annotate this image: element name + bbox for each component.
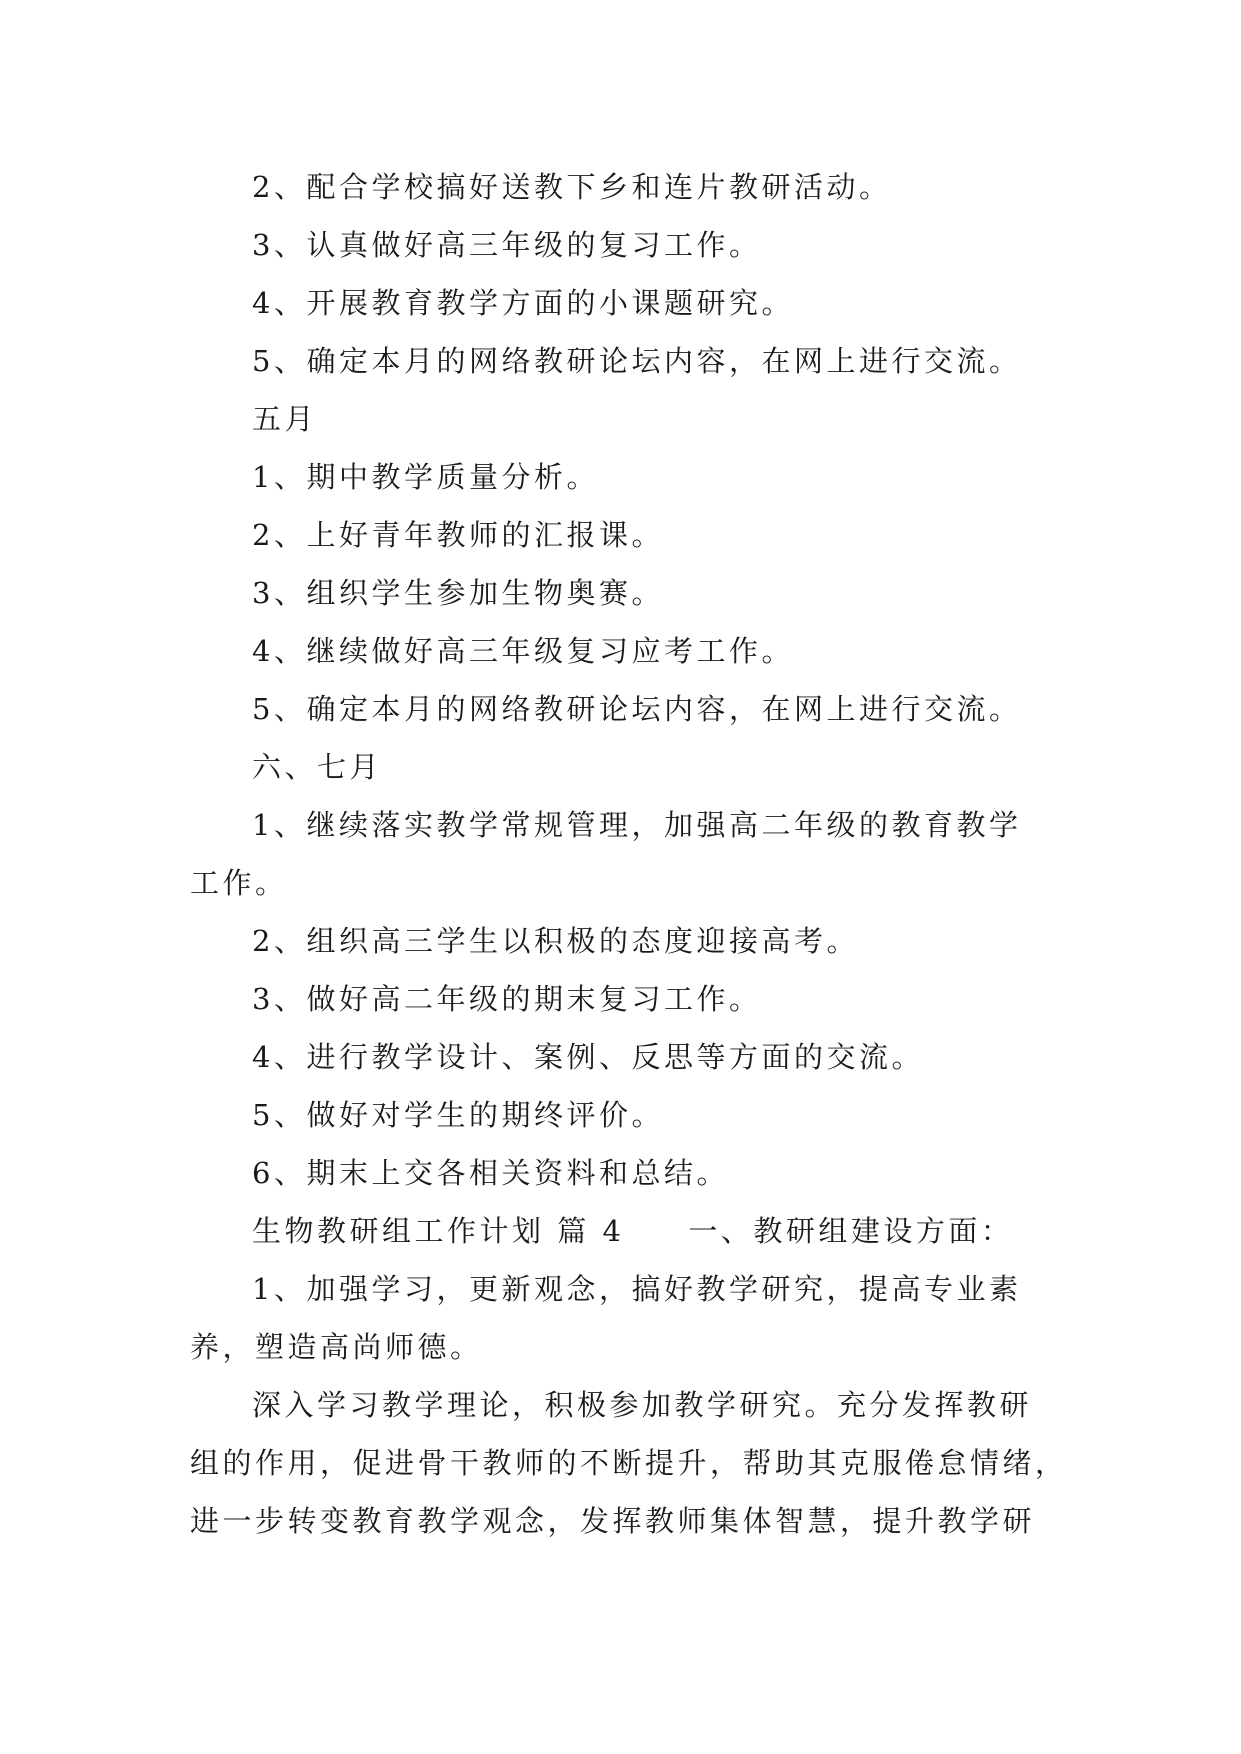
list-item: 1、加强学习，更新观念，搞好教学研究，提高专业素 (252, 1272, 1022, 1306)
paragraph-line: 组的作用，促进骨干教师的不断提升，帮助其克服倦怠情绪， (190, 1446, 1068, 1480)
section-heading-may: 五月 (252, 402, 318, 436)
paragraph-line: 进一步转变教育教学观念，发挥教师集体智慧，提升教学研 (190, 1504, 1036, 1538)
list-item: 3、做好高二年级的期末复习工作。 (252, 982, 762, 1016)
list-item: 3、认真做好高三年级的复习工作。 (252, 228, 762, 262)
document-body (190, 158, 1068, 1550)
list-item: 1、继续落实教学常规管理，加强高二年级的教育教学 (252, 808, 1022, 842)
plan-part: 篇 4 (557, 1214, 625, 1248)
list-item-continuation: 工作。 (190, 866, 288, 900)
list-item: 3、组织学生参加生物奥赛。 (252, 576, 664, 610)
list-item-continuation: 养，塑造高尚师德。 (190, 1330, 483, 1364)
list-item: 1、期中教学质量分析。 (252, 460, 599, 494)
plan-title: 生物教研组工作计划 (252, 1214, 545, 1248)
section-heading: 一、教研组建设方面： (688, 1214, 1014, 1248)
list-item: 5、确定本月的网络教研论坛内容，在网上进行交流。 (252, 344, 1022, 378)
list-item: 4、进行教学设计、案例、反思等方面的交流。 (252, 1040, 924, 1074)
list-item: 5、确定本月的网络教研论坛内容，在网上进行交流。 (252, 692, 1022, 726)
plan-title-line (190, 1202, 1056, 1260)
list-item: 4、开展教育教学方面的小课题研究。 (252, 286, 794, 320)
list-item: 4、继续做好高三年级复习应考工作。 (252, 634, 794, 668)
section-heading-june-july: 六、七月 (252, 750, 383, 784)
list-item: 2、上好青年教师的汇报课。 (252, 518, 664, 552)
list-item: 6、期末上交各相关资料和总结。 (252, 1156, 729, 1190)
list-item: 2、组织高三学生以积极的态度迎接高考。 (252, 924, 859, 958)
list-item: 2、配合学校搞好送教下乡和连片教研活动。 (252, 170, 892, 204)
paragraph-line: 深入学习教学理论，积极参加教学研究。充分发挥教研 (252, 1388, 1033, 1422)
list-item: 5、做好对学生的期终评价。 (252, 1098, 664, 1132)
